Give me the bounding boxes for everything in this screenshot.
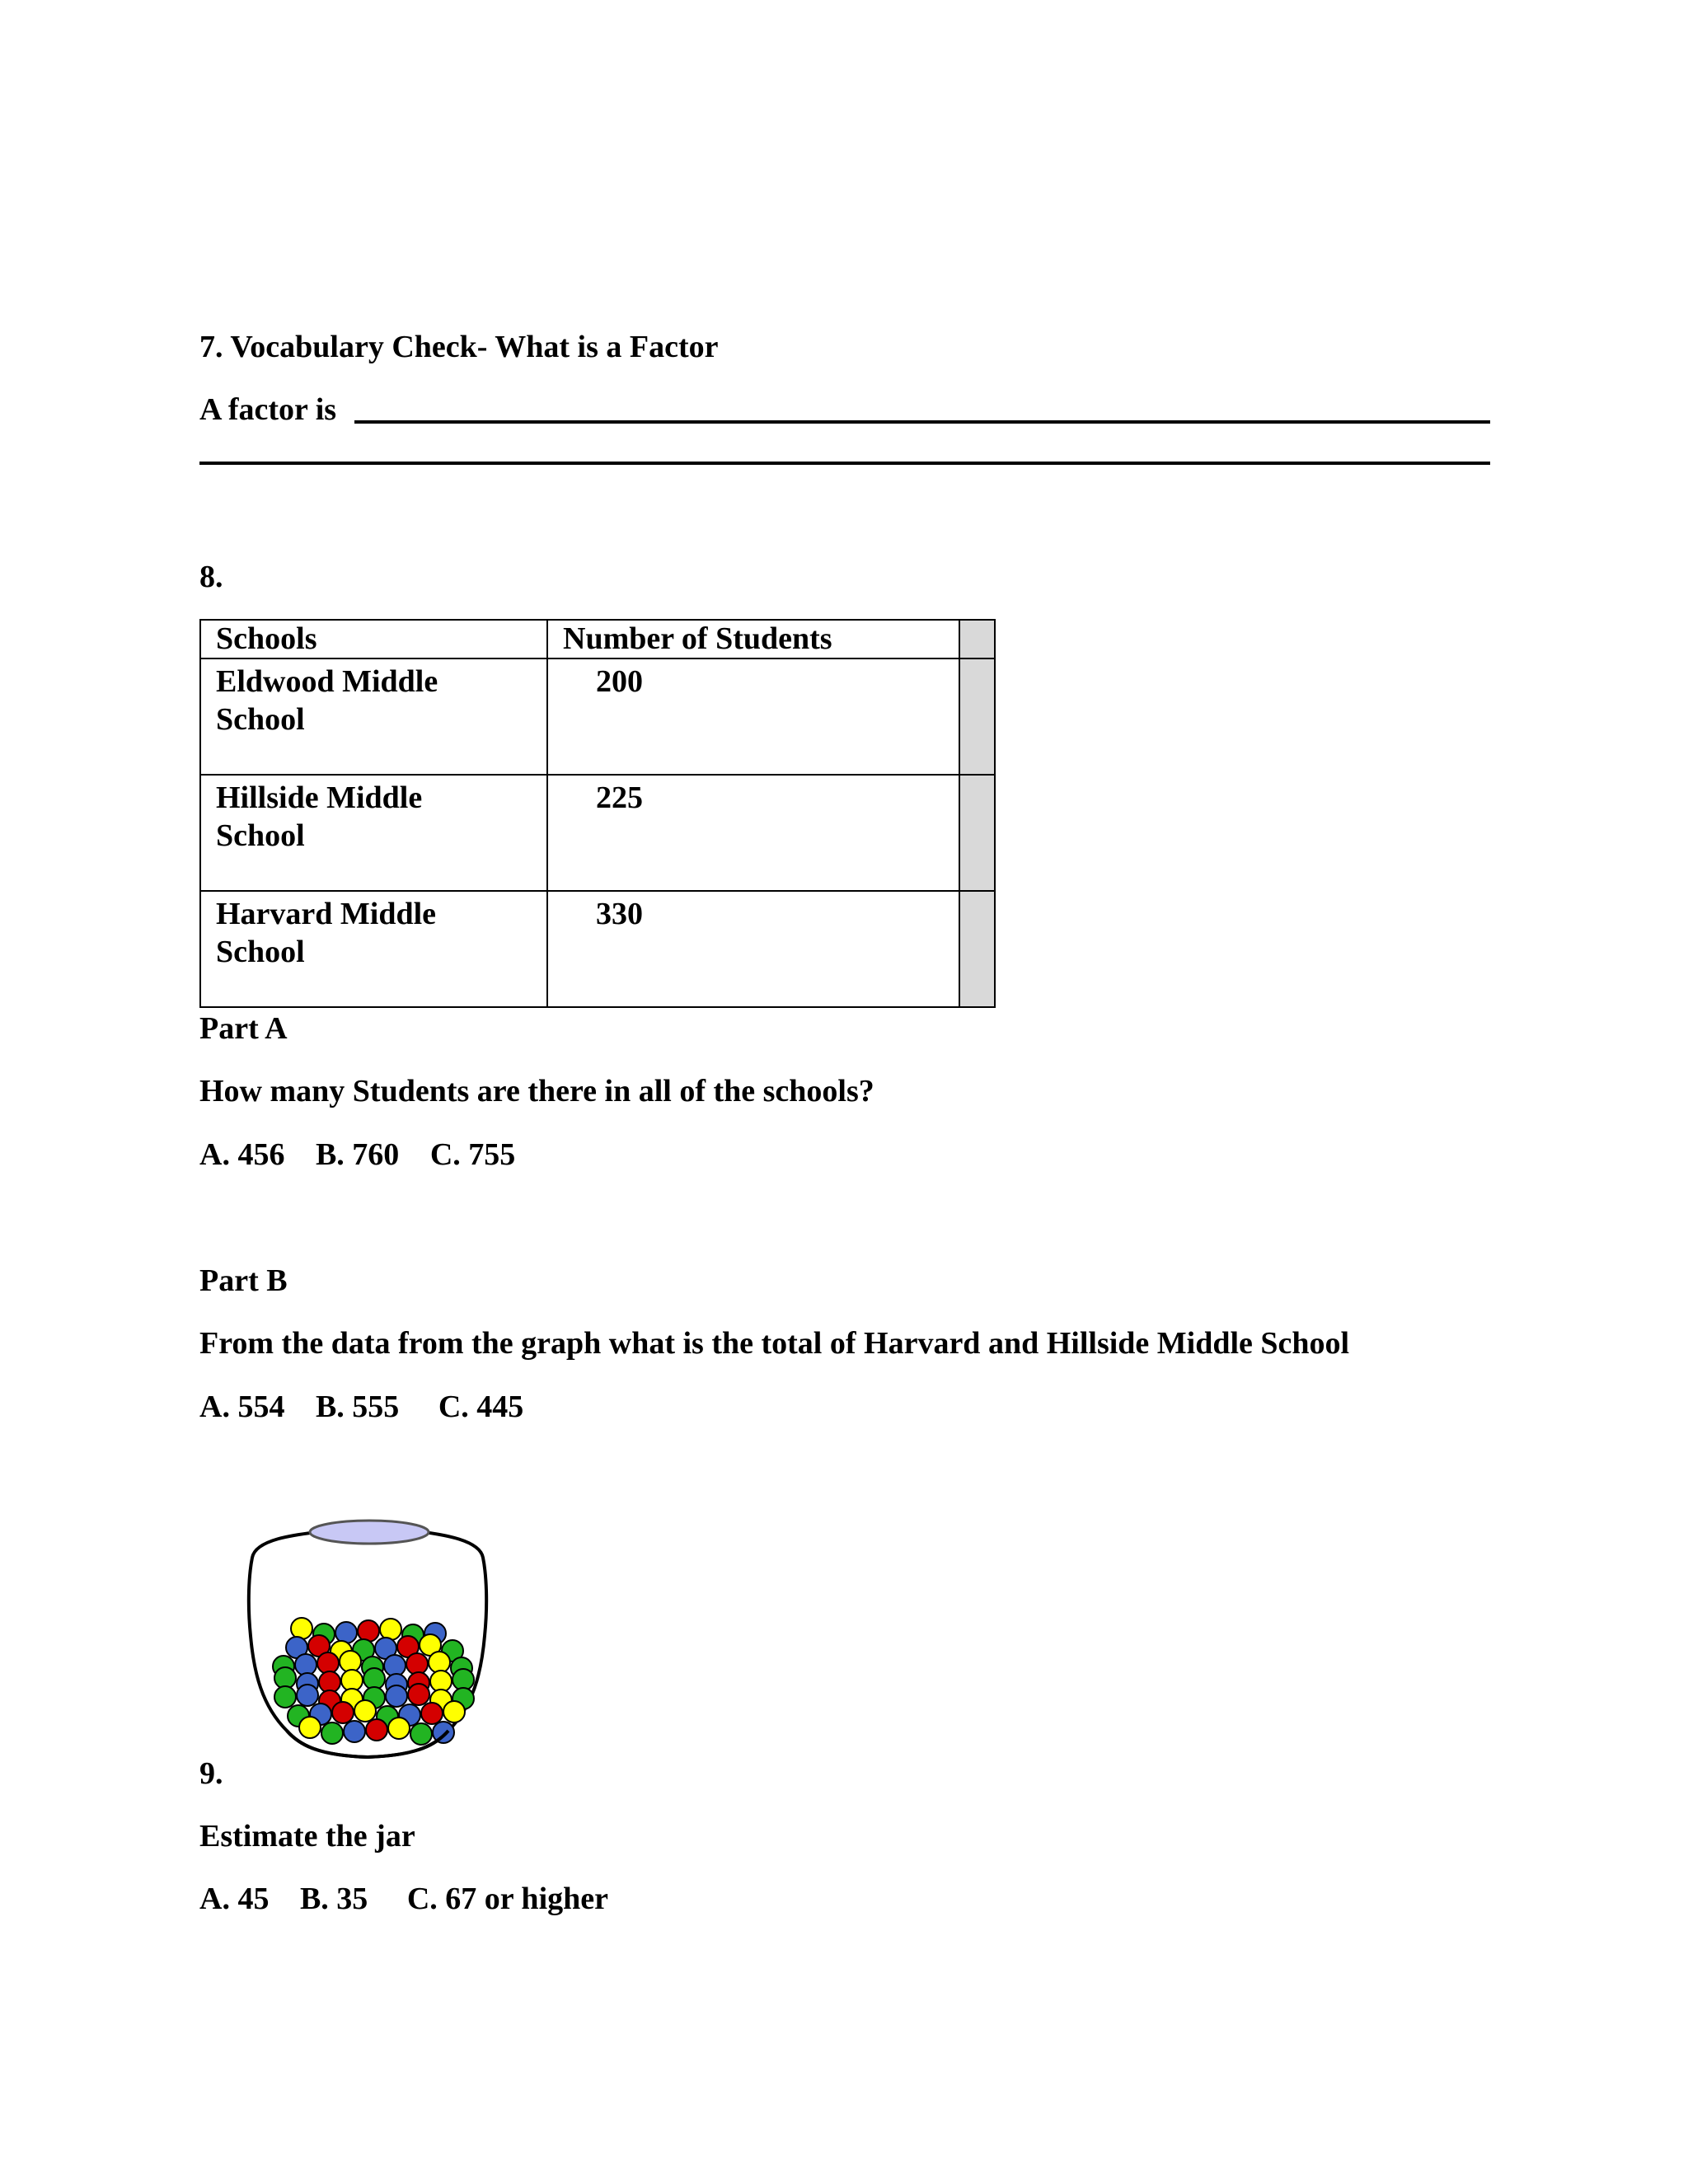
part-a-choices bbox=[199, 1139, 515, 1170]
schools-table bbox=[199, 619, 996, 1008]
q9-number: 9. bbox=[199, 1756, 223, 1791]
school-name-line2: School bbox=[216, 818, 305, 853]
marble bbox=[321, 1722, 343, 1744]
marble bbox=[408, 1684, 429, 1705]
marble bbox=[386, 1685, 407, 1707]
marble bbox=[354, 1700, 376, 1722]
choice-b[interactable]: B. 35 bbox=[299, 1882, 368, 1916]
choice-c[interactable]: C. 445 bbox=[438, 1390, 524, 1424]
choice-b[interactable]: B. 760 bbox=[315, 1137, 400, 1172]
choice-a[interactable]: A. 554 bbox=[199, 1390, 285, 1424]
answer-line-1[interactable] bbox=[354, 420, 1490, 424]
choice-c[interactable]: C. 67 or higher bbox=[406, 1882, 608, 1916]
shaded-cell bbox=[959, 775, 995, 891]
table-row bbox=[200, 891, 995, 1007]
students-cell: 225 bbox=[547, 775, 959, 891]
table-row bbox=[200, 775, 995, 891]
choice-a[interactable]: A. 45 bbox=[199, 1882, 270, 1916]
choice-a[interactable]: A. 456 bbox=[199, 1137, 285, 1172]
part-b-choices bbox=[199, 1391, 523, 1422]
marble bbox=[358, 1620, 379, 1642]
school-name-line2: School bbox=[216, 702, 305, 737]
jar-lid bbox=[310, 1521, 429, 1544]
school-name-cell bbox=[200, 891, 547, 1007]
marble bbox=[410, 1723, 432, 1745]
marble bbox=[335, 1622, 357, 1643]
marble bbox=[384, 1655, 406, 1676]
school-name-line2: School bbox=[216, 935, 305, 969]
marbles bbox=[273, 1618, 474, 1745]
part-a-question: How many Students are there in all of the schools? bbox=[199, 1074, 874, 1108]
students-cell: 200 bbox=[547, 658, 959, 775]
marble bbox=[406, 1653, 428, 1675]
marble bbox=[388, 1718, 410, 1739]
school-name-line1: Hillside Middle bbox=[216, 780, 423, 815]
marble bbox=[291, 1618, 312, 1639]
marble bbox=[380, 1619, 401, 1640]
choice-c[interactable]: C. 755 bbox=[429, 1137, 516, 1172]
marble bbox=[429, 1652, 450, 1673]
marble bbox=[297, 1685, 318, 1706]
q7-title: 7. Vocabulary Check- What is a Factor bbox=[199, 330, 719, 364]
answer-line-2[interactable] bbox=[199, 462, 1490, 465]
header-number-of-students: Number of Students bbox=[547, 620, 959, 658]
marble bbox=[299, 1717, 321, 1738]
table-row bbox=[200, 658, 995, 775]
part-b-label: Part B bbox=[199, 1263, 288, 1298]
marble-jar-illustration bbox=[244, 1516, 499, 1770]
school-name-cell bbox=[200, 658, 547, 775]
part-b-question: From the data from the graph what is the total of Harvard and Hillside Middle School bbox=[199, 1326, 1350, 1361]
marble bbox=[443, 1701, 465, 1722]
marble bbox=[295, 1654, 316, 1675]
shaded-cell bbox=[959, 620, 995, 658]
school-name-line1: Harvard Middle bbox=[216, 897, 437, 931]
school-name-cell bbox=[200, 775, 547, 891]
marble bbox=[366, 1719, 387, 1741]
header-schools: Schools bbox=[200, 620, 547, 658]
marble bbox=[274, 1686, 296, 1708]
marble bbox=[421, 1703, 443, 1724]
choice-b[interactable]: B. 555 bbox=[315, 1390, 400, 1424]
school-name-line1: Eldwood Middle bbox=[216, 664, 438, 699]
part-a-label: Part A bbox=[199, 1011, 288, 1046]
q9-question: Estimate the jar bbox=[199, 1819, 415, 1854]
shaded-cell bbox=[959, 891, 995, 1007]
table-header-row bbox=[200, 620, 995, 658]
q9-choices bbox=[199, 1883, 608, 1915]
marble bbox=[344, 1721, 365, 1742]
q8-number: 8. bbox=[199, 560, 223, 594]
marble bbox=[317, 1652, 339, 1674]
shaded-cell bbox=[959, 658, 995, 775]
students-cell: 330 bbox=[547, 891, 959, 1007]
marble bbox=[340, 1651, 361, 1672]
marble bbox=[332, 1702, 354, 1723]
q7-prompt: A factor is bbox=[199, 392, 337, 427]
